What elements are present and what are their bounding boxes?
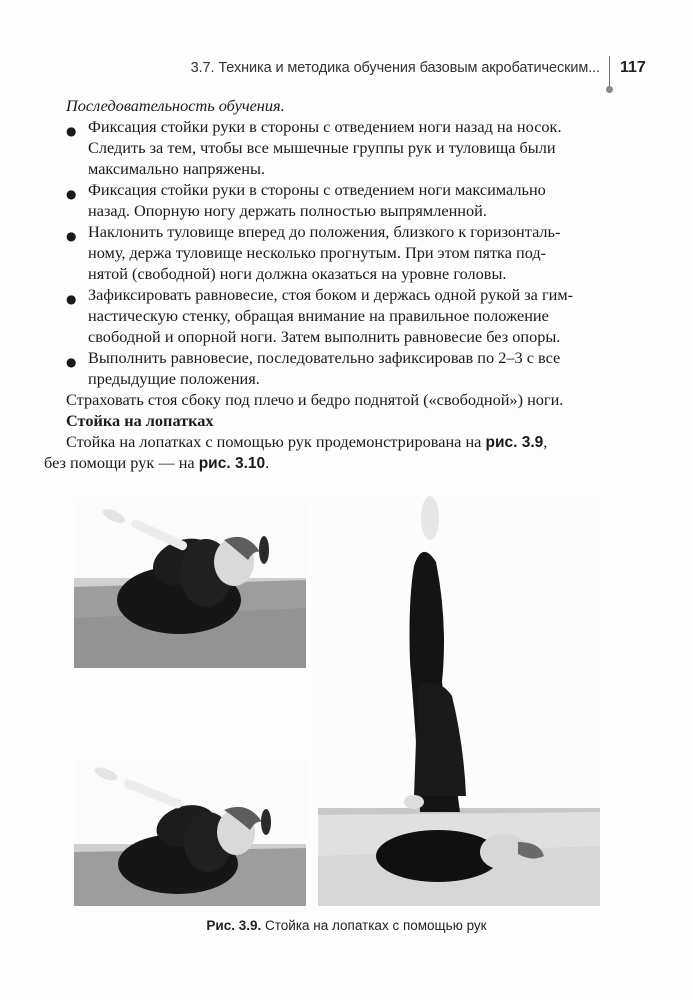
photo-curled-position-top [74, 498, 306, 668]
intro-paragraph-line-2 [44, 453, 269, 474]
bullet-4-line-3: свободной и опорной ноги. Затем выполнить равновесие без опоры. [88, 327, 561, 346]
figure-caption [0, 918, 693, 933]
intro-paragraph-line-1 [66, 432, 547, 453]
header-dot [606, 86, 613, 93]
bullet-4-line-2: настическую стенку, обращая внимание на правильное положение [88, 306, 549, 325]
bullet-icon: ● [66, 355, 77, 369]
page-number: 117 [620, 59, 646, 76]
intro-text-2: , [543, 432, 548, 451]
bullet-1-line-3: максимально напряжены. [88, 159, 265, 178]
bullet-3-line-2: ному, держа туловище несколько прогнутым. При этом пятка под- [88, 243, 547, 262]
bullet-icon: ● [66, 124, 77, 138]
intro-text-4: . [265, 453, 270, 472]
sequence-heading: Последовательность обучения. [66, 96, 285, 115]
intro-text-3: без помощи рук — на [44, 453, 199, 472]
photo-curled-position-bottom [74, 760, 306, 906]
running-title: 3.7. Техника и методика обучения базовым акробатическим... [190, 60, 600, 76]
figure-reference-3-9: рис. 3.9 [485, 434, 544, 451]
bullet-3-line-3: нятой (свободной) ноги должна оказаться на уровне головы. [88, 264, 507, 283]
figure-caption-text: Стойка на лопатках с помощью рук [261, 918, 487, 933]
bullet-3-line-1: Наклонить туловище вперед до положения, близкого к горизонталь- [88, 222, 561, 241]
bullet-5-line-2: предыдущие положения. [88, 369, 260, 388]
bullet-1-line-2: Следить за тем, чтобы все мышечные группы рук и туловища были [88, 138, 556, 157]
bullet-5-line-1: Выполнить равновесие, последовательно зафиксировав по 2–3 с все [88, 348, 561, 367]
safety-note: Страховать стоя сбоку под плечо и бедро поднятой («свободной») ноги. [66, 390, 564, 409]
intro-text-1: Стойка на лопатках с помощью рук продемонстрирована на [66, 432, 486, 451]
photo-shoulder-stand [318, 496, 600, 906]
bullet-4-line-1: Зафиксировать равновесие, стоя боком и держась одной рукой за гим- [88, 285, 574, 304]
bullet-2-line-2: назад. Опорную ногу держать полностью выпрямленной. [88, 201, 487, 220]
section-heading: Стойка на лопатках [66, 411, 214, 430]
bullet-2-line-1: Фиксация стойки руки в стороны с отведением ноги максимально [88, 180, 546, 199]
figure-reference-3-10: рис. 3.10 [198, 455, 266, 472]
bullet-1-line-1: Фиксация стойки руки в стороны с отведением ноги назад на носок. [88, 117, 562, 136]
header-rule [609, 56, 610, 90]
figure-label: Рис. 3.9. [206, 918, 262, 933]
bullet-icon: ● [66, 229, 77, 243]
bullet-icon: ● [66, 187, 77, 201]
bullet-icon: ● [66, 292, 77, 306]
